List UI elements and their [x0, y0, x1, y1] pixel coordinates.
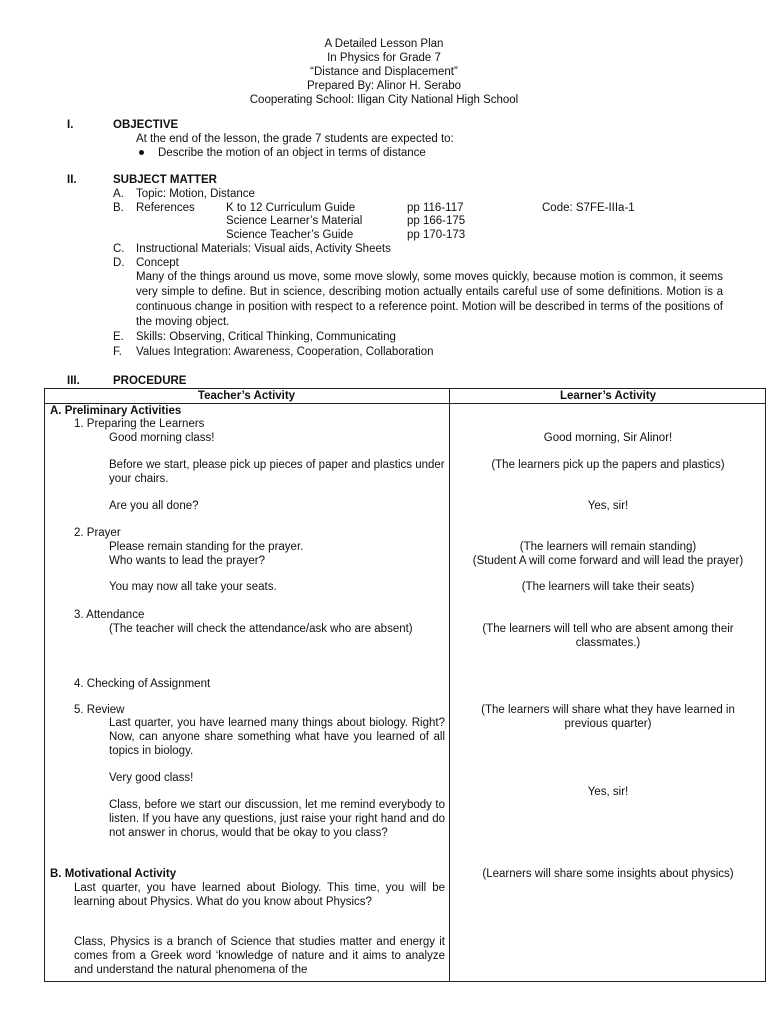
learner-line: (The learners will take their seats): [521, 581, 695, 593]
item-attendance: 3. Attendance: [74, 609, 145, 621]
teacher-line: You may now all take your seats.: [109, 581, 277, 593]
teacher-line: Who wants to lead the prayer?: [109, 555, 265, 567]
item-assignment: 4. Checking of Assignment: [74, 678, 211, 690]
list-letter: C.: [113, 243, 125, 255]
teacher-line: Are you all done?: [109, 500, 199, 512]
teacher-line: Very good class!: [109, 772, 194, 784]
teacher-line: Before we start, please pick up pieces of paper and plastics under your chairs.: [109, 459, 445, 485]
curriculum-code: Code: S7FE-IIIa-1: [542, 202, 635, 214]
reference-1: K to 12 Curriculum Guide: [226, 202, 356, 214]
teacher-line: Class, before we start our discussion, let me remind everybody to listen. If you have any questions, just raise your right hand and do not answer in chorus, would that be okay to you class?: [109, 799, 445, 839]
list-letter: B.: [113, 202, 124, 214]
objective-intro: At the end of the lesson, the grade 7 students are expected to:: [136, 133, 454, 145]
concept-paragraph: Many of the things around us move, some move slowly, some moves quickly, because motion is common, it seems very simple to define. But in science, describing motion actually entails careful use of some definitions. Motion is a continuous change in position with respect to a reference point. Motion will be described in terms of the positions of the moving object.: [136, 271, 723, 328]
topic-text: Topic: Motion, Distance: [136, 188, 255, 200]
column-header-learner: Learner’s Activity: [559, 390, 657, 402]
item-prayer: 2. Prayer: [74, 527, 121, 539]
list-letter: D.: [113, 257, 125, 269]
learner-line: Good morning, Sir Alinor!: [543, 432, 673, 444]
learner-line: (The learners will remain standing): [519, 541, 697, 553]
column-divider: [449, 388, 450, 982]
section-number: II.: [67, 174, 77, 186]
item-review: 5. Review: [74, 704, 125, 716]
skills-text: Skills: Observing, Critical Thinking, Communicating: [136, 331, 396, 343]
teacher-line: Please remain standing for the prayer.: [109, 541, 304, 553]
section-title-objective: OBJECTIVE: [113, 119, 179, 131]
objective-bullet: Describe the motion of an object in terms of distance: [158, 147, 426, 159]
reference-3-pages: pp 170-173: [407, 229, 466, 241]
bullet-icon: [139, 150, 144, 155]
learner-line: (The learners will share what they have learned in previous quarter): [481, 704, 735, 730]
values-text: Values Integration: Awareness, Cooperation, Collaboration: [136, 346, 434, 358]
section-motivational: B. Motivational Activity: [50, 868, 177, 880]
doc-title: A Detailed Lesson Plan: [324, 38, 444, 50]
list-letter: A.: [113, 188, 124, 200]
teacher-line: Good morning class!: [109, 432, 215, 444]
section-title-procedure: PROCEDURE: [113, 375, 187, 387]
item-preparing: 1. Preparing the Learners: [74, 418, 205, 430]
column-header-teacher: Teacher’s Activity: [197, 390, 296, 402]
section-preliminary: A. Preliminary Activities: [50, 405, 182, 417]
teacher-line: Last quarter, you have learned about Biology. This time, you will be learning about Physics. What do you know about Physics?: [74, 882, 445, 908]
reference-2-pages: pp 166-175: [407, 215, 466, 227]
references-label: References: [136, 202, 195, 214]
teacher-line: Class, Physics is a branch of Science that studies matter and energy it comes from a Greek word ‘knowledge of nature and it aims to analyze and understand the natural phenomena of the: [74, 936, 445, 976]
learner-line: Yes, sir!: [587, 500, 629, 512]
learner-line: (Student A will come forward and will lead the prayer): [472, 555, 744, 567]
section-title-subject: SUBJECT MATTER: [113, 174, 217, 186]
teacher-line: (The teacher will check the attendance/ask who are absent): [109, 623, 413, 635]
list-letter: F.: [113, 346, 122, 358]
doc-school: Cooperating School: Iligan City National High School: [249, 94, 519, 106]
learner-line: (Learners will share some insights about physics): [482, 868, 734, 880]
learner-line: Yes, sir!: [587, 786, 629, 798]
section-number: I.: [67, 119, 74, 131]
learner-line: (The learners will tell who are absent among their classmates.): [482, 623, 734, 649]
doc-topic: “Distance and Displacement”: [310, 66, 458, 78]
materials-text: Instructional Materials: Visual aids, Activity Sheets: [136, 243, 391, 255]
doc-author: Prepared By: Alinor H. Serabo: [306, 80, 462, 92]
reference-1-pages: pp 116-117: [407, 202, 464, 214]
learner-line: (The learners pick up the papers and plastics): [491, 459, 725, 471]
list-letter: E.: [113, 331, 124, 343]
teacher-line: Last quarter, you have learned many things about biology. Right? Now, can anyone share something what have you learned of all topics in biology.: [109, 717, 445, 757]
reference-3: Science Teacher’s Guide: [226, 229, 354, 241]
reference-2: Science Learner’s Material: [226, 215, 363, 227]
concept-label: Concept: [136, 257, 179, 269]
section-number: III.: [67, 375, 80, 387]
doc-subtitle: In Physics for Grade 7: [327, 52, 441, 64]
